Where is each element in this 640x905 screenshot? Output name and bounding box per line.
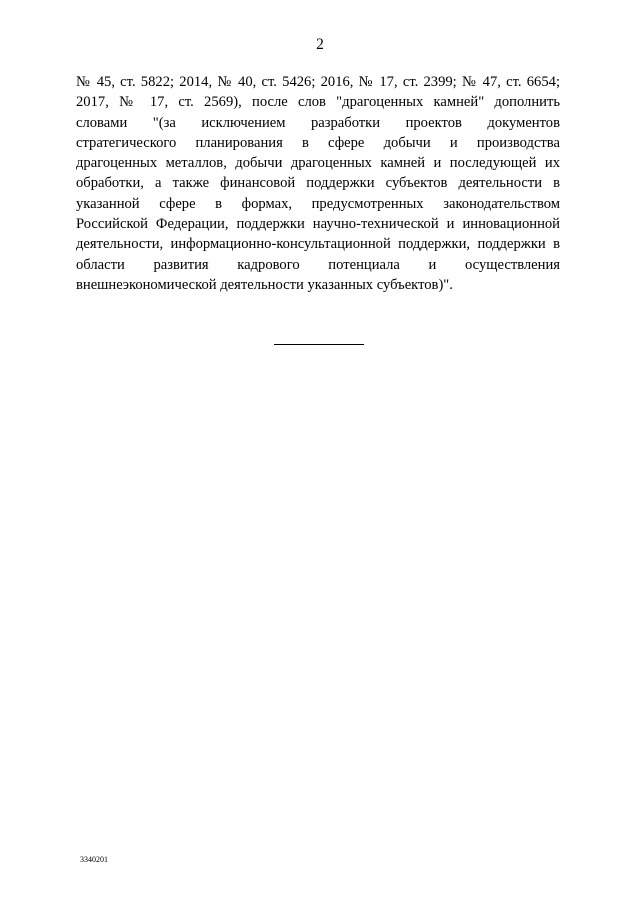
text-line: области развития кадрового потенциала и осуществления: [76, 256, 560, 273]
text-line: стратегического планирования в сфере добычи и производства: [76, 134, 560, 151]
text-line: указанной сфере в формах, предусмотренных законодательством: [76, 195, 560, 212]
text-line: словами "(за исключением разработки проектов документов: [76, 114, 560, 131]
text-line: Российской Федерации, поддержки научно-технической и инновационной: [76, 216, 560, 233]
text-line: деятельности, информационно-консультационной поддержки, поддержки в: [76, 236, 560, 253]
text-line: № 45, ст. 5822; 2014, № 40, ст. 5426; 2016, № 17, ст. 2399; № 47, ст. 6654;: [76, 74, 560, 90]
text-line: 2017, № 17, ст. 2569), после слов "драгоценных камней" дополнить: [76, 94, 560, 111]
page-number: 2: [316, 36, 324, 53]
body-text: [76, 72, 560, 295]
text-line: драгоценных металлов, добычи драгоценных камней и последующей их: [76, 155, 560, 172]
document-code: 3340201: [80, 855, 108, 864]
text-line: обработки, а также финансовой поддержки субъектов деятельности в: [76, 175, 560, 192]
text-line: внешнеэкономической деятельности указанных субъектов)".: [76, 276, 453, 293]
end-separator-line: [274, 344, 364, 345]
